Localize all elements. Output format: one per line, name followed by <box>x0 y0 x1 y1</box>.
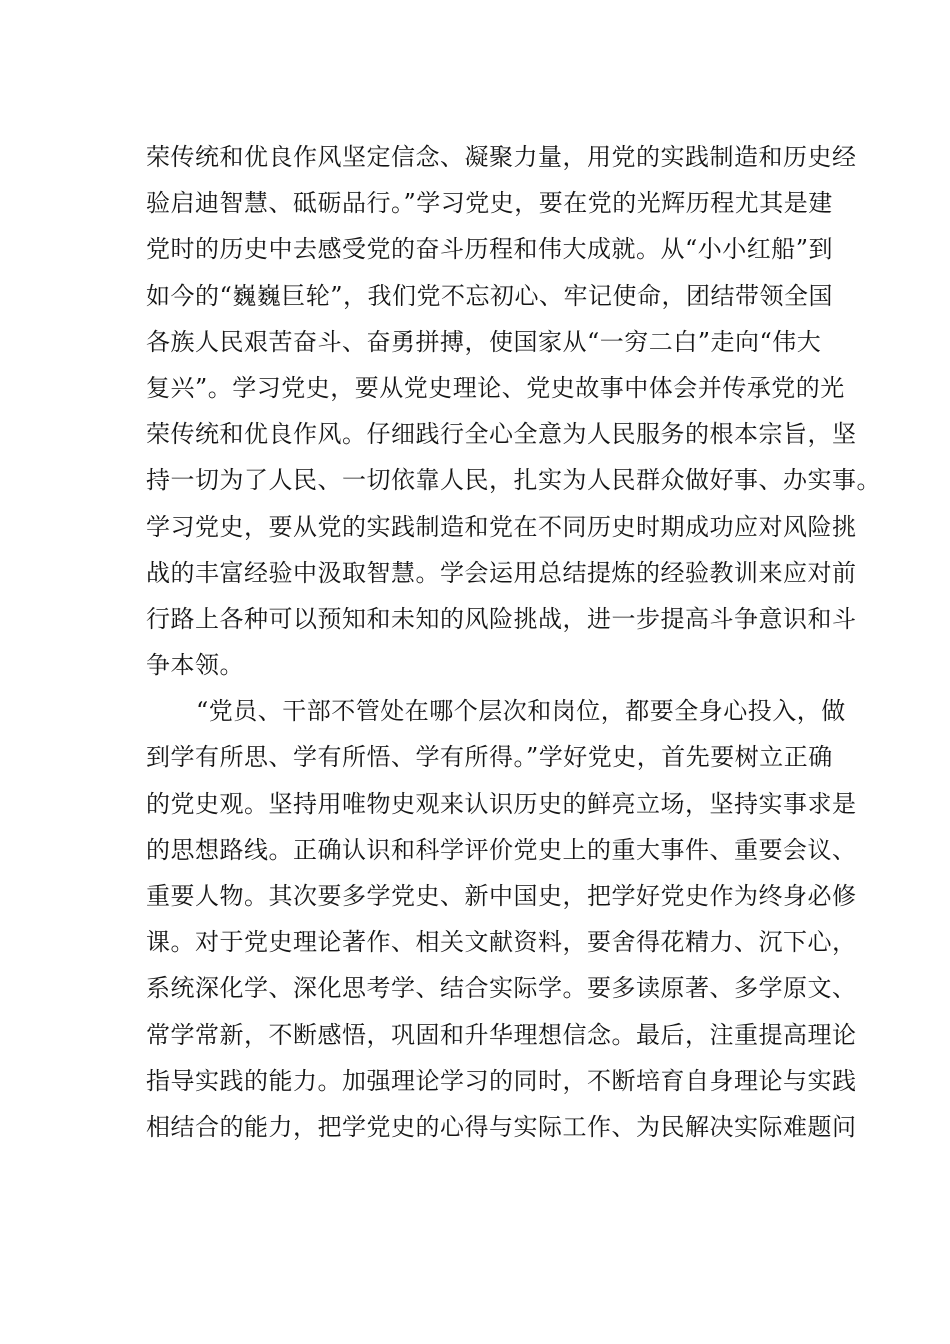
paragraph-line: 课。对于党史理论著作、相关文献资料，要舍得花精力、沉下心， <box>146 928 857 957</box>
paragraph-line: 到学有所思、学有所悟、学有所得。”学好党史，首先要树立正确 <box>146 743 833 772</box>
paragraph-line: 党时的历史中去感受党的奋斗历程和伟大成就。从“小小红船”到 <box>146 235 834 264</box>
paragraph-1 <box>146 134 881 688</box>
paragraph-line: 如今的“巍巍巨轮”，我们党不忘初心、牢记使命，团结带领全国 <box>146 281 834 310</box>
paragraph-line: 指导实践的能力。加强理论学习的同时，不断培育自身理论与实践 <box>146 1066 857 1095</box>
paragraph-line: 学习党史，要从党的实践制造和党在不同历史时期成功应对风险挑 <box>146 512 857 541</box>
paragraph-line: 的思想路线。正确认识和科学评价党史上的重大事件、重要会议、 <box>146 835 857 864</box>
paragraph-line: 相结合的能力，把学党史的心得与实际工作、为民解决实际难题问 <box>146 1112 857 1141</box>
paragraph-line: 复兴”。学习党史，要从党史理论、党史故事中体会并传承党的光 <box>146 373 845 402</box>
paragraph-line: 争本领。 <box>146 651 244 680</box>
paragraph-line: 荣传统和优良作风坚定信念、凝聚力量，用党的实践制造和历史经 <box>146 143 857 171</box>
paragraph-line: 荣传统和优良作风。仔细践行全心全意为人民服务的根本宗旨，坚 <box>146 420 857 449</box>
paragraph-line: 行路上各种可以预知和未知的风险挑战，进一步提高斗争意识和斗 <box>146 604 857 633</box>
paragraph-2 <box>146 688 857 1150</box>
paragraph-line: 常学常新，不断感悟，巩固和升华理想信念。最后，注重提高理论 <box>146 1020 857 1049</box>
paragraph-line: 持一切为了人民、一切依靠人民，扎实为人民群众做好事、办实事。 <box>146 466 881 495</box>
paragraph-line: 重要人物。其次要多学党史、新中国史，把学好党史作为终身必修 <box>146 882 857 910</box>
paragraph-line: 系统深化学、深化思考学、结合实际学。要多读原著、多学原文、 <box>146 974 857 1003</box>
paragraph-line: 的党史观。坚持用唯物史观来认识历史的鲜亮立场，坚持实事求是 <box>146 789 857 818</box>
paragraph-line: 战的丰富经验中汲取智慧。学会运用总结提炼的经验教训来应对前 <box>146 558 857 587</box>
paragraph-line: 各族人民艰苦奋斗、奋勇拼搏，使国家从“一穷二白”走向“伟大 <box>146 327 822 356</box>
document-body <box>146 134 881 1150</box>
paragraph-line: 验启迪智慧、砥砺品行。”学习党史，要在党的光辉历程尤其是建 <box>146 189 833 218</box>
paragraph-line: “党员、干部不管处在哪个层次和岗位，都要全身心投入，做 <box>196 697 846 726</box>
